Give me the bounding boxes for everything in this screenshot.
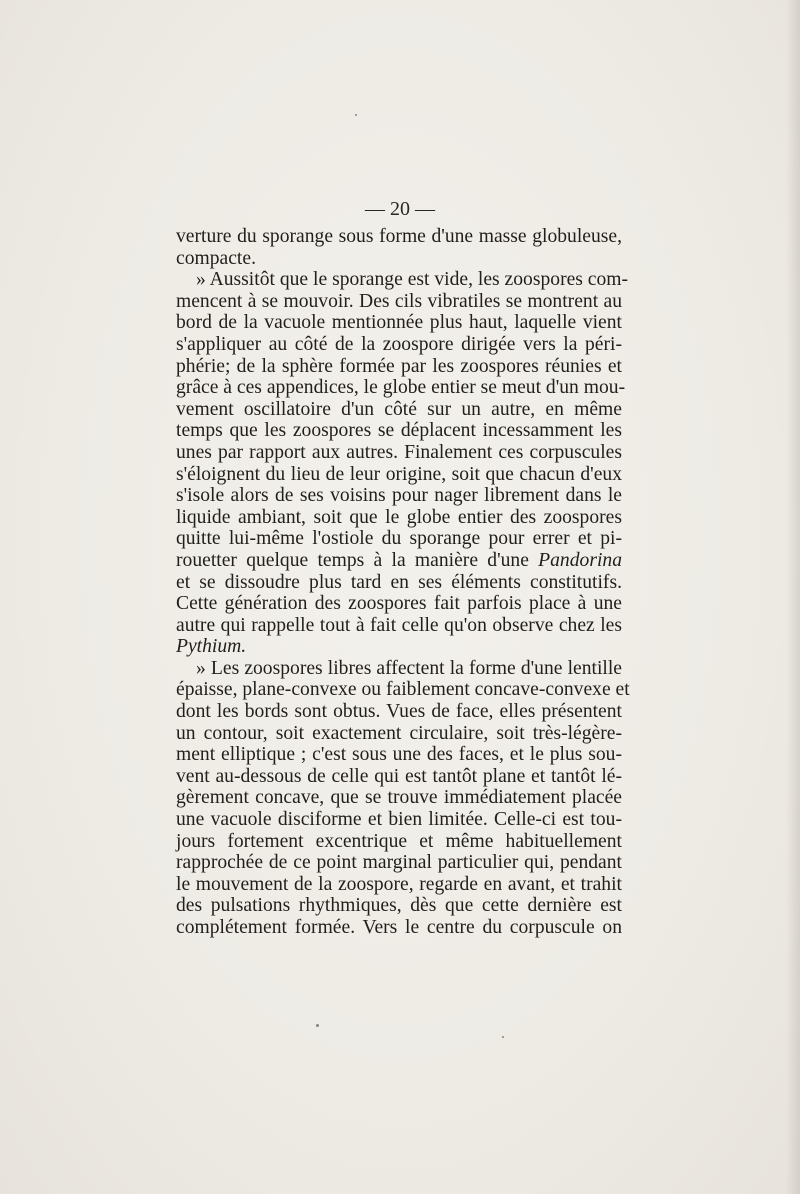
text-line xyxy=(176,723,622,745)
paper-speck xyxy=(316,1024,319,1027)
text-line xyxy=(176,831,622,853)
page-edge-shadow xyxy=(786,0,800,1194)
text-line-content: s'éloignent du lieu de leur origine, soit que chacun d'eux xyxy=(176,463,622,485)
text-line xyxy=(176,226,622,248)
text-line xyxy=(176,377,626,399)
text-line xyxy=(176,442,622,464)
text-line xyxy=(176,269,629,291)
italic-term: Pandorina xyxy=(538,549,622,571)
text-line xyxy=(176,248,622,270)
page-number: — 20 — xyxy=(365,198,435,220)
text-line-content: unes par rapport aux autres. Finalement ces corpuscules xyxy=(176,441,622,463)
paper-speck xyxy=(355,114,357,116)
text-line-content: épaisse, plane-convexe ou faiblement concave-convexe et xyxy=(176,679,630,701)
paper-speck xyxy=(502,1036,504,1038)
text-line-content: une vacuole disciforme et bien limitée. Celle-ci est tou- xyxy=(176,809,622,831)
text-line-content: ment elliptique ; c'est sous une des faces, et le plus sou- xyxy=(176,744,622,766)
text-line xyxy=(176,787,622,809)
text-line xyxy=(176,701,622,723)
body-text xyxy=(176,226,630,939)
text-line-content: un contour, soit exactement circulaire, soit très-légère- xyxy=(176,722,622,744)
text-line xyxy=(176,485,622,507)
text-line xyxy=(176,636,622,658)
text-line xyxy=(176,874,622,896)
text-line xyxy=(176,334,622,356)
text-line-content: autre qui rappelle tout à fait celle qu'on observe chez les xyxy=(176,614,622,636)
text-line-content: complétement formée. Vers le centre du corpuscule on xyxy=(176,917,622,938)
text-line-content: rapprochée de ce point marginal particulier qui, pendant xyxy=(176,852,622,874)
text-line-content: grâce à ces appendices, le globe entier se meut d'un mou- xyxy=(176,377,626,399)
italic-term: Pythium. xyxy=(176,636,247,658)
text-line xyxy=(176,291,622,313)
text-line-content: quitte lui-même l'ostiole du sporange pour errer et pi- xyxy=(176,528,622,550)
text-line xyxy=(176,679,630,701)
text-line-content: dont les bords sont obtus. Vues de face, elles présentent xyxy=(176,701,622,723)
text-line xyxy=(176,917,622,939)
text-line xyxy=(176,572,622,594)
text-line-content: et se dissoudre plus tard en ses éléments constitutifs. xyxy=(176,571,622,593)
text-line-content: phérie; de la sphère formée par les zoospores réunies et xyxy=(176,355,622,377)
text-line-content: temps que les zoospores se déplacent incessamment les xyxy=(176,420,622,442)
text-line-content: des pulsations rhythmiques, dès que cette dernière est xyxy=(176,895,622,917)
text-line-content: le mouvement de la zoospore, regarde en avant, et trahit xyxy=(176,873,622,895)
text-line xyxy=(176,852,622,874)
text-line-content: bord de la vacuole mentionnée plus haut, laquelle vient xyxy=(176,312,622,334)
text-line xyxy=(176,550,622,572)
text-line-content: vement oscillatoire d'un côté sur un autre, en même xyxy=(176,398,622,420)
text-line xyxy=(176,420,622,442)
text-line xyxy=(176,399,622,421)
text-line-content: liquide ambiant, soit que le globe entier des zoospores xyxy=(176,506,622,528)
text-line-content: » Aussitôt que le sporange est vide, les zoospores com- xyxy=(196,269,629,291)
text-line xyxy=(176,464,622,486)
text-line-content: gèrement concave, que se trouve immédiatement placée xyxy=(176,787,622,809)
text-line-content: s'isole alors de ses voisins pour nager librement dans le xyxy=(176,485,622,507)
text-line-content: mencent à se mouvoir. Des cils vibratiles se montrent au xyxy=(176,290,622,312)
text-line xyxy=(176,593,622,615)
text-line xyxy=(176,744,622,766)
text-line xyxy=(176,895,622,917)
text-line-content: s'appliquer au côté de la zoospore dirigée vers la péri- xyxy=(176,333,622,355)
text-line xyxy=(176,356,622,378)
text-line-content: jours fortement excentrique et même habituellement xyxy=(176,830,622,852)
text-line xyxy=(176,615,622,637)
text-line xyxy=(176,658,622,680)
text-line xyxy=(176,528,622,550)
text-line xyxy=(176,312,622,334)
text-line-content: Cette génération des zoospores fait parfois place à une xyxy=(176,593,622,615)
text-line xyxy=(176,809,622,831)
text-line-content: » Les zoospores libres affectent la forme d'une lentille xyxy=(196,657,622,679)
text-line-content: rouetter quelque temps à la manière d'une xyxy=(176,549,539,571)
text-line xyxy=(176,766,622,788)
text-line-content: vent au-dessous de celle qui est tantôt plane et tantôt lé- xyxy=(176,765,622,787)
text-line-content: verture du sporange sous forme d'une masse globuleuse, xyxy=(176,226,622,247)
text-line-content: compacte. xyxy=(176,247,256,269)
text-line xyxy=(176,507,622,529)
